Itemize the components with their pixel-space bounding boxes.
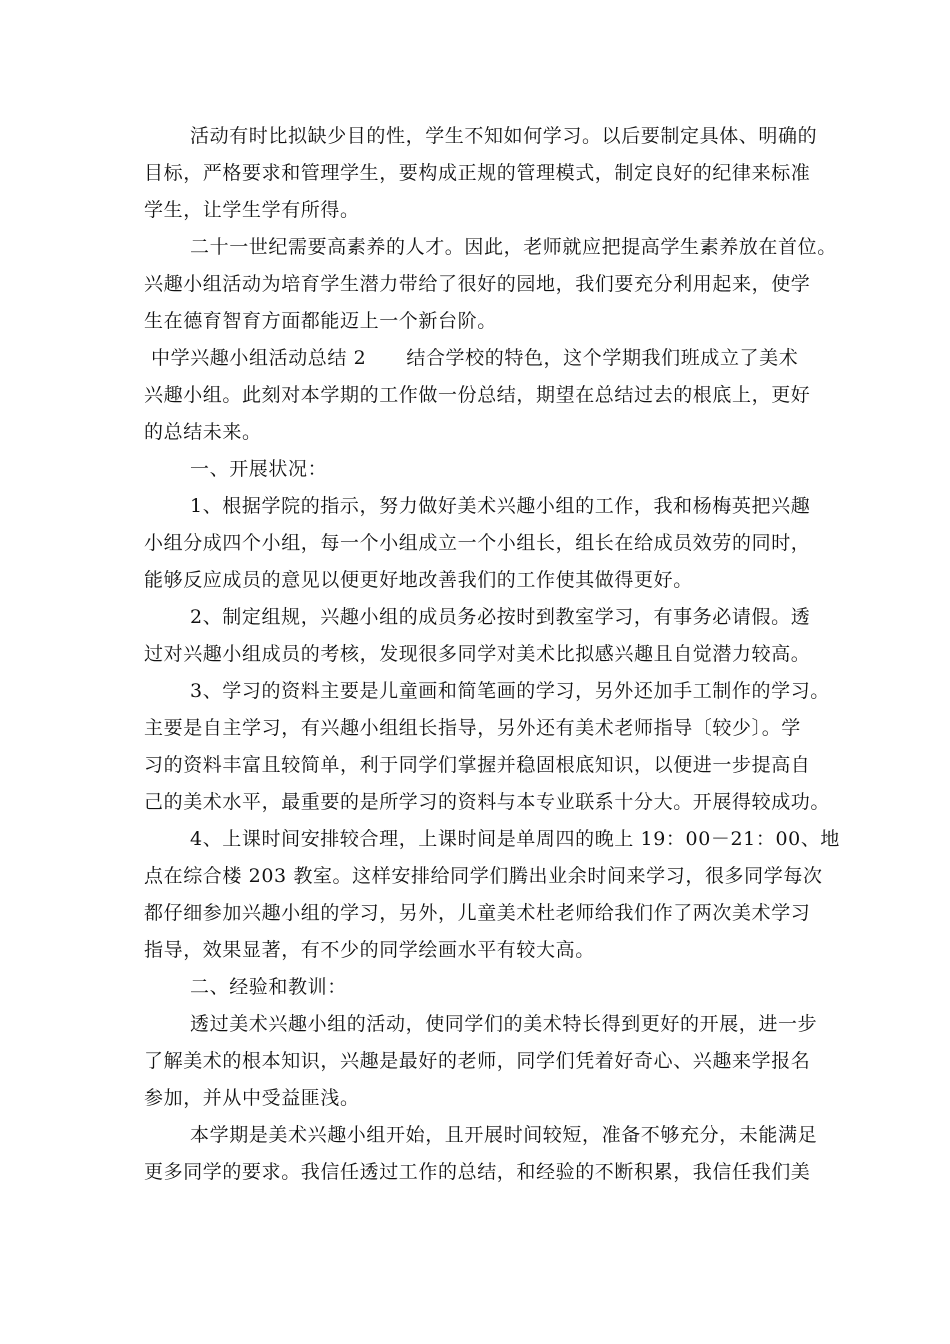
text-line: 目标，严格要求和管理学生，要构成正规的管理模式，制定良好的纪律来标准 xyxy=(144,162,811,184)
text-line: 生在德育智育方面都能迈上一个新台阶。 xyxy=(144,310,497,332)
text-line: 己的美术水平，最重要的是所学习的资料与本专业联系十分大。开展得较成功。 xyxy=(144,791,831,813)
text-line: 4、上课时间安排较合理，上课时间是单周四的晚上 19：00－21：00、地 xyxy=(190,828,841,850)
text-line: 点在综合楼 203 教室。这样安排给同学们腾出业余时间来学习，很多同学每次 xyxy=(144,865,823,887)
text-line: 小组分成四个小组，每一个小组成立一个小组长，组长在给成员效劳的同时， xyxy=(144,532,811,554)
text-line: 活动有时比拟缺少目的性，学生不知如何学习。以后要制定具体、明确的 xyxy=(190,125,818,147)
text-line: 习的资料丰富且较简单，利于同学们掌握并稳固根底知识，以便进一步提高自 xyxy=(144,754,811,776)
text-line: 学生，让学生学有所得。 xyxy=(144,199,360,221)
subheading: 一、开展状况： xyxy=(190,458,328,480)
section-title: 中学兴趣小组活动总结 2 xyxy=(151,347,367,369)
text-line: 能够反应成员的意见以便更好地改善我们的工作使其做得更好。 xyxy=(144,569,693,591)
text-line: 都仔细参加兴趣小组的学习，另外，儿童美术杜老师给我们作了两次美术学习 xyxy=(144,902,811,924)
text-line: 3、学习的资料主要是儿童画和简笔画的学习，另外还加手工制作的学习。 xyxy=(190,680,830,702)
text-line: 2、制定组规，兴趣小组的成员务必按时到教室学习，有事务必请假。透 xyxy=(190,606,811,628)
text-line: 主要是自主学习，有兴趣小组组长指导，另外还有美术老师指导〔较少〕。学 xyxy=(144,717,801,739)
text-line: 兴趣小组。此刻对本学期的工作做一份总结，期望在总结过去的根底上，更好 xyxy=(144,384,811,406)
text-line: 过对兴趣小组成员的考核，发现很多同学对美术比拟感兴趣且自觉潜力较高。 xyxy=(144,643,811,665)
text-line: 1、根据学院的指示，努力做好美术兴趣小组的工作，我和杨梅英把兴趣 xyxy=(190,495,811,517)
text-line: 结合学校的特色，这个学期我们班成立了美术 xyxy=(406,347,799,369)
text-line: 的总结未来。 xyxy=(144,421,262,443)
subheading: 二、经验和教训： xyxy=(190,976,347,998)
text-line: 本学期是美术兴趣小组开始，且开展时间较短，准备不够充分，未能满足 xyxy=(190,1124,818,1146)
text-line: 更多同学的要求。我信任透过工作的总结，和经验的不断积累，我信任我们美 xyxy=(144,1161,811,1183)
text-line: 兴趣小组活动为培育学生潜力带给了很好的园地，我们要充分利用起来，使学 xyxy=(144,273,811,295)
text-line: 参加，并从中受益匪浅。 xyxy=(144,1087,360,1109)
text-line: 指导，效果显著，有不少的同学绘画水平有较大高。 xyxy=(144,939,595,961)
section-title-line xyxy=(151,345,798,371)
text-line: 了解美术的根本知识，兴趣是最好的老师，同学们凭着好奇心、兴趣来学报名 xyxy=(144,1050,811,1072)
text-line: 透过美术兴趣小组的活动，使同学们的美术特长得到更好的开展，进一步 xyxy=(190,1013,818,1035)
text-line: 二十一世纪需要高素养的人才。因此，老师就应把提高学生素养放在首位。 xyxy=(190,236,837,258)
